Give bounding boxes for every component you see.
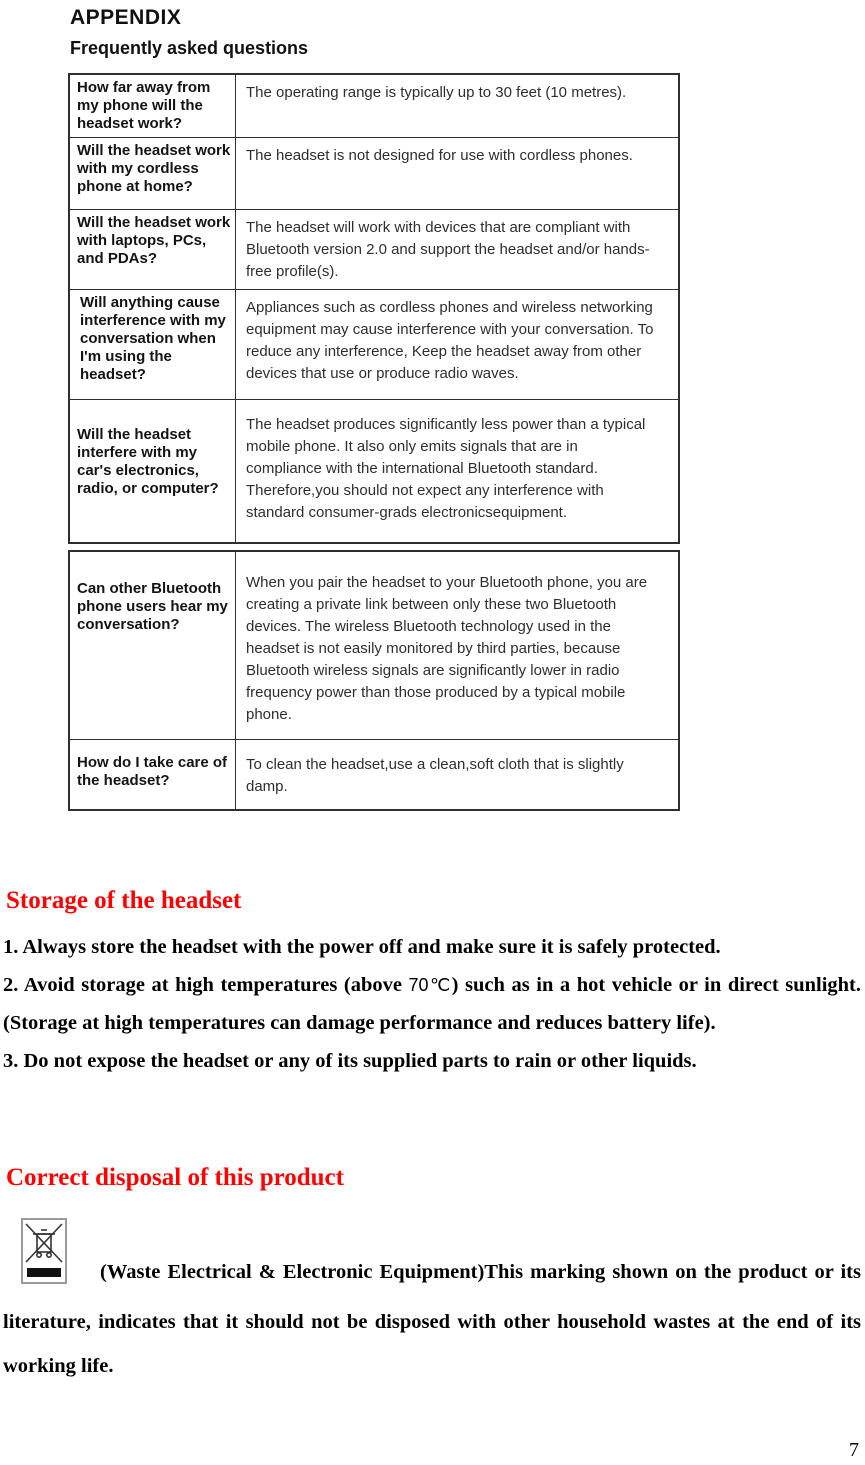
storage-item-2 [3, 966, 861, 1042]
faq-answer-text: The headset will work with devices that are compliant with Bluetooth version 2.0 and support the headset and/or hands-free profile(s). [246, 219, 650, 280]
storage-item-1 [3, 928, 861, 966]
faq-row [70, 552, 678, 739]
faq-row [70, 739, 678, 809]
appendix-title: APPENDIX [70, 6, 182, 29]
faq-question: Will the headset work with my cordless phone at home? [70, 138, 236, 209]
faq-section-title: Frequently asked questions [70, 38, 309, 58]
faq-answer [236, 138, 678, 209]
faq-question: Can other Bluetooth phone users hear my conversation? [70, 552, 236, 739]
faq-row [70, 75, 678, 137]
item-number: 1. [3, 936, 19, 958]
faq-answer-text: The headset is not designed for use with cordless phones. [246, 147, 633, 164]
faq-table-upper [68, 73, 680, 544]
item-number: 2. [3, 974, 19, 996]
faq-answer [236, 552, 678, 739]
disposal-heading: Correct disposal of this product [6, 1164, 344, 1191]
faq-answer-text: Appliances such as cordless phones and wireless networking equipment may cause interference with your conversation. To reduce any interference, Keep the headset away from other devices that use or produce radio waves. [246, 299, 654, 382]
weee-crossed-out-bin-icon [21, 1218, 67, 1300]
faq-answer [236, 75, 678, 137]
item-number: 3. [3, 1050, 19, 1072]
faq-row [70, 137, 678, 209]
faq-answer [236, 740, 678, 809]
faq-row [70, 399, 678, 542]
faq-answer-text: When you pair the headset to your Bluetooth phone, you are creating a private link between only these two Bluetooth devices. The wireless Bluetooth technology used in the headset is not easily monitored by third parties, because Bluetooth wireless signals are significantly lower in radio frequency power than those produced by a typical mobile phone. [246, 574, 648, 723]
faq-question: Will anything cause interference with my conversation when I'm using the headset? [70, 290, 236, 399]
storage-heading: Storage of the headset [6, 887, 242, 914]
faq-question: Will the headset work with laptops, PCs, and PDAs? [70, 210, 236, 289]
item-text: Do not expose the headset or any of its supplied parts to rain or other liquids. [18, 1050, 697, 1072]
faq-answer [236, 210, 678, 289]
faq-row [70, 209, 678, 289]
storage-section [0, 887, 865, 1080]
faq-answer-text: The operating range is typically up to 30 feet (10 metres). [246, 84, 627, 101]
item-text: Always store the headset with the power off and make sure it is safely protected. [18, 936, 721, 958]
faq-question: How do I take care of the headset? [70, 740, 236, 809]
faq-table-lower [68, 550, 680, 811]
faq-answer-text: To clean the headset,use a clean,soft cloth that is slightly damp. [246, 756, 624, 795]
item-text: ) such as in a hot vehicle or in direct sunlight. (Storage at high temperatures can damage performance and reduces battery life). [3, 974, 861, 1034]
faq-question: How far away from my phone will the headset work? [70, 75, 236, 137]
faq-answer [236, 400, 678, 542]
disposal-paragraph [3, 1218, 861, 1388]
storage-item-3 [3, 1042, 861, 1080]
temperature-value: 70℃ [408, 975, 452, 995]
disposal-text: (Waste Electrical & Electronic Equipment)This marking shown on the product or its literature, indicates that it should not be disposed with other household wastes at the end of its working life. [3, 1261, 861, 1377]
item-text: Avoid storage at high temperatures (above [18, 974, 409, 996]
faq-row [70, 289, 678, 399]
faq-answer [236, 290, 678, 399]
faq-answer-text: The headset produces significantly less power than a typical mobile phone. It also only emits signals that are in compliance with the international Bluetooth standard. Therefore,you should not expect any interference with standard consumer-grads electronicsequipment. [246, 416, 646, 521]
page-number: 7 [849, 1439, 859, 1461]
faq-question: Will the headset interfere with my car's electronics, radio, or computer? [70, 400, 236, 542]
disposal-section [0, 1164, 865, 1388]
